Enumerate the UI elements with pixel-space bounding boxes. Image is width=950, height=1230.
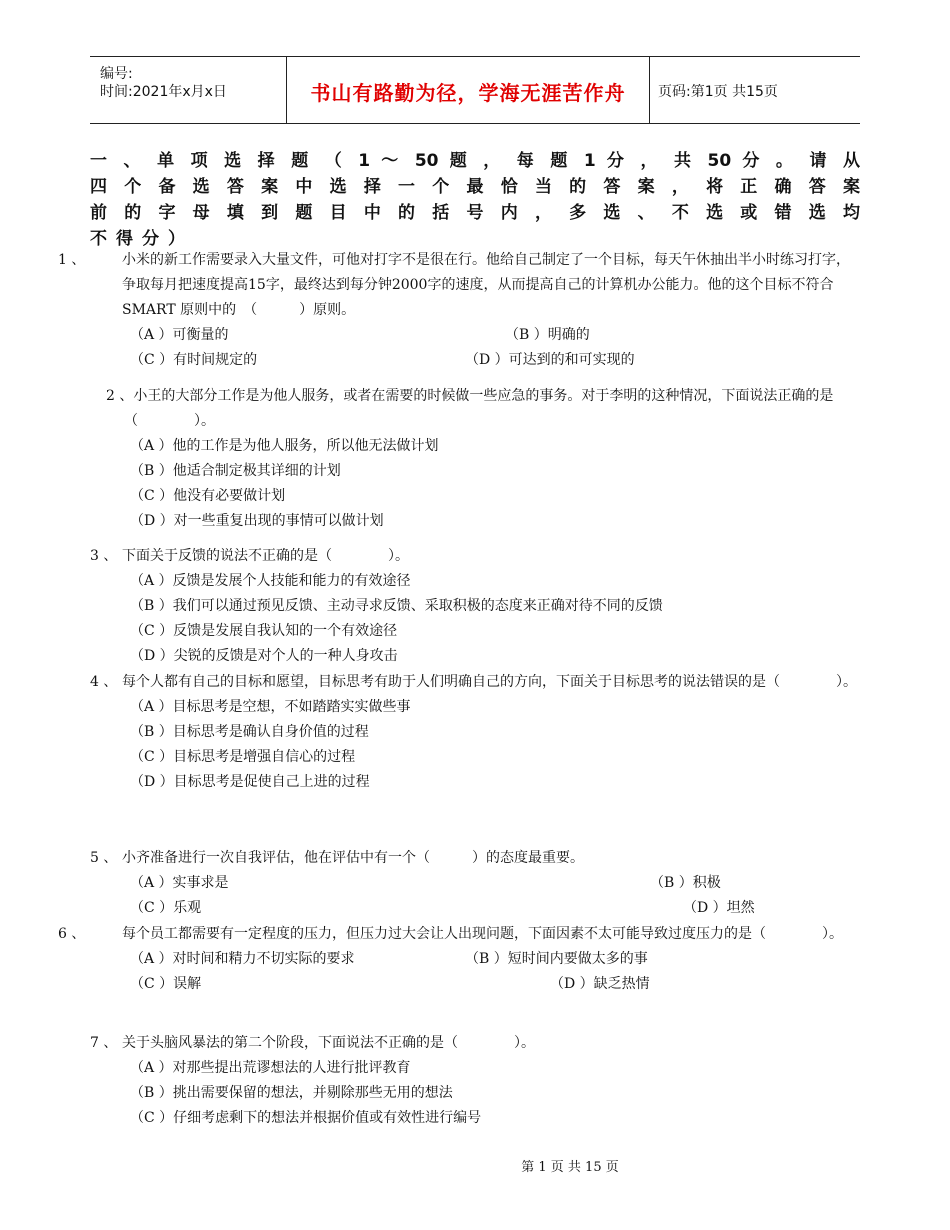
option-a: （A ）可衡量的 — [130, 327, 229, 343]
question-options — [90, 947, 862, 997]
option-c: （C ）仔细考虑剩下的想法并根据价值或有效性进行编号 — [130, 1110, 482, 1126]
doc-number-label: 编号: — [100, 66, 133, 82]
question-4 — [90, 670, 862, 795]
doc-date-label: 时间:2021年x月x日 — [100, 84, 227, 100]
option-b: （B ）明确的 — [505, 327, 590, 343]
option-d: （D ）缺乏热情 — [550, 976, 650, 992]
page-number-label: 页码:第1页 共15页 — [658, 84, 778, 100]
page-footer: 第 1 页 共 15 页 — [521, 1160, 619, 1175]
question-stem: 5 、 小齐准备进行一次自我评估，他在评估中有一个（ ）的态度最重要。 — [90, 850, 584, 866]
option-a: （A ）对时间和精力不切实际的要求 — [130, 951, 355, 967]
question-6 — [58, 922, 862, 997]
question-3 — [90, 544, 862, 669]
question-7 — [90, 1031, 862, 1131]
option-d: （D ）目标思考是促使自己上进的过程 — [130, 774, 370, 790]
header-info-cell — [90, 57, 286, 123]
question-stem: 2 、小王的大部分工作是为他人服务，或者在需要的时候做一些应急的事务。对于李明的这种情况，下面说法正确的是（ ）。 — [106, 388, 834, 429]
question-options — [106, 434, 862, 534]
option-d: （D ）尖锐的反馈是对个人的一种人身攻击 — [130, 648, 398, 664]
section-heading — [90, 148, 860, 252]
question-options — [90, 569, 862, 669]
option-b: （B ）积极 — [650, 875, 721, 891]
option-c: （C ）误解 — [130, 976, 202, 992]
header-page-cell — [648, 57, 860, 123]
question-stem: 6 、 每个员工都需要有一定程度的压力，但压力过大会让人出现问题，下面因素不太可能导致过度压力的是（ ）。 — [58, 926, 843, 942]
question-5 — [90, 846, 862, 921]
option-b: （B ）我们可以通过预见反馈、主动寻求反馈、采取积极的态度来正确对待不同的反馈 — [130, 598, 663, 614]
section-heading-line: 一 、 单 项 选 择 题 （ 1 ～ 50 题 ， 每 题 1 分 ， 共 50 分 。 请 从 — [90, 151, 860, 171]
option-d: （D ）坦然 — [683, 900, 755, 916]
question-stem: 4 、 每个人都有自己的目标和愿望，目标思考有助于人们明确自己的方向，下面关于目标思考的说法错误的是（ ）。 — [90, 674, 857, 690]
section-heading-line: 前 的 字 母 填 到 题 目 中 的 括 号 内 ， 多 选 、 不 选 或 错 选 均 — [90, 203, 860, 223]
option-d: （D ）对一些重复出现的事情可以做计划 — [130, 513, 384, 529]
question-options — [90, 695, 862, 795]
question-options — [90, 1056, 862, 1131]
option-c: （C ）反馈是发展自我认知的一个有效途径 — [130, 623, 398, 639]
option-c: （C ）有时间规定的 — [130, 352, 258, 368]
option-b: （B ）短时间内要做太多的事 — [465, 951, 648, 967]
question-options — [90, 323, 862, 373]
question-stem: 3 、 下面关于反馈的说法不正确的是（ ）。 — [90, 548, 409, 564]
option-d: （D ）可达到的和可实现的 — [465, 352, 635, 368]
header-motto-cell — [286, 57, 650, 123]
option-c: （C ）乐观 — [130, 900, 202, 916]
section-heading-line: 不得分） — [90, 229, 194, 249]
question-2 — [106, 384, 862, 534]
option-a: （A ）目标思考是空想，不如踏踏实实做些事 — [130, 699, 411, 715]
option-a: （A ）反馈是发展个人技能和能力的有效途径 — [130, 573, 411, 589]
question-stem: 7 、 关于头脑风暴法的第二个阶段，下面说法不正确的是（ ）。 — [90, 1035, 535, 1051]
option-a: （A ）实事求是 — [130, 875, 229, 891]
option-b: （B ）目标思考是确认自身价值的过程 — [130, 724, 369, 740]
question-1 — [58, 248, 862, 373]
header-table — [90, 56, 860, 124]
option-a: （A ）他的工作是为他人服务，所以他无法做计划 — [130, 438, 439, 454]
option-a: （A ）对那些提出荒谬想法的人进行批评教育 — [130, 1060, 411, 1076]
option-c: （C ）目标思考是增强自信心的过程 — [130, 749, 356, 765]
question-options — [90, 871, 862, 921]
motto-text: 书山有路勤为径，学海无涯苦作舟 — [310, 81, 626, 105]
section-heading-line: 四 个 备 选 答 案 中 选 择 一 个 最 恰 当 的 答 案 ， 将 正 确 答 案 — [90, 177, 860, 197]
option-b: （B ）他适合制定极其详细的计划 — [130, 463, 341, 479]
question-stem: 1 、 小米的新工作需要录入大量文件，可他对打字不是很在行。他给自己制定了一个目标，每天午休抽出半小时练习打字，争取每月把速度提高15字，最终达到每分钟2000字的速度，从而提高自己的计算机办公能力。他的这个目标不符合SMART 原则中的 （ ）原则。 — [58, 252, 850, 318]
option-b: （B ）挑出需要保留的想法，并剔除那些无用的想法 — [130, 1085, 453, 1101]
option-c: （C ）他没有必要做计划 — [130, 488, 286, 504]
